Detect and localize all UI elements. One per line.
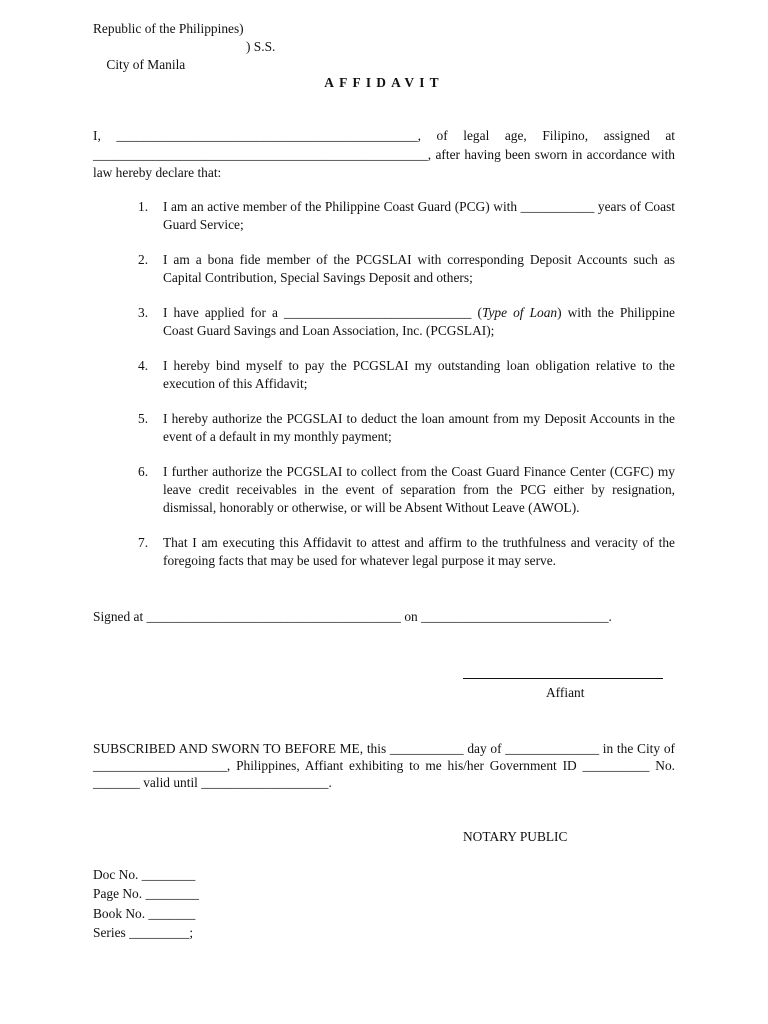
header-ss: ) S.S. bbox=[246, 39, 276, 54]
declaration-item-6 bbox=[93, 463, 675, 516]
item-number: 6. bbox=[138, 464, 149, 480]
declaration-item-3 bbox=[93, 304, 675, 340]
item-text: That I am executing this Affidavit to attest and affirm to the truthfulness and veracity of the foregoing facts that may be used for whatever legal purpose it may serve. bbox=[163, 535, 675, 569]
declaration-item-4 bbox=[93, 357, 675, 393]
doc-no: Doc No. ________ bbox=[93, 867, 196, 882]
item-number: 3. bbox=[138, 305, 149, 321]
item-number: 7. bbox=[138, 535, 149, 551]
declaration-item-7 bbox=[93, 534, 675, 570]
item-number: 1. bbox=[138, 199, 149, 214]
item-text-after: ) with the Philippine Coast Guard Savings and Loan Association, Inc. (PCGSLAI); bbox=[163, 305, 675, 338]
item-text: I am an active member of the Philippine Coast Guard (PCG) with ___________ years of Coast Guard Service; bbox=[163, 199, 675, 232]
declaration-item-1 bbox=[93, 198, 675, 234]
item-text: I am a bona fide member of the PCGSLAI with corresponding Deposit Accounts such as Capital Contribution, Special Savings Deposit and others; bbox=[163, 252, 675, 285]
declaration-list bbox=[93, 198, 675, 587]
item-text: I hereby authorize the PCGSLAI to deduct the loan amount from my Deposit Accounts in the event of a default in my monthly payment; bbox=[163, 411, 675, 445]
item-text-italic: Type of Loan bbox=[482, 305, 558, 321]
declaration-item-2 bbox=[93, 251, 675, 287]
book-no: Book No. _______ bbox=[93, 906, 196, 921]
item-number: 2. bbox=[138, 252, 149, 268]
item-text: I hereby bind myself to pay the PCGSLAI my outstanding loan obligation relative to the execution of this Affidavit; bbox=[163, 358, 675, 392]
series: Series _________; bbox=[93, 925, 194, 940]
header-city-label: City of Manila bbox=[106, 57, 186, 72]
header-republic: Republic of the Philippines) bbox=[93, 21, 244, 36]
intro-paragraph: I, _____________________________________________, of legal age, Filipino, assigned at __________________________________________________, after having been sworn in accordance with law hereby declare that: bbox=[93, 128, 675, 180]
item-number: 5. bbox=[138, 411, 149, 427]
notary-public-label: NOTARY PUBLIC bbox=[463, 829, 568, 844]
page-no: Page No. ________ bbox=[93, 886, 200, 901]
affiant-signature-line bbox=[463, 678, 663, 679]
sworn-paragraph: SUBSCRIBED AND SWORN TO BEFORE ME, this ___________ day of ______________ in the City of ____________________, Philippines, Affiant exhibiting to me his/her Government ID __________ No. _______ valid until ___________________. bbox=[93, 741, 675, 790]
declaration-item-5 bbox=[93, 410, 675, 446]
header-city bbox=[93, 38, 276, 110]
affiant-label: Affiant bbox=[546, 685, 585, 700]
item-number: 4. bbox=[138, 358, 149, 374]
signed-at-line: Signed at ______________________________________ on ____________________________. bbox=[93, 609, 612, 624]
document-title: AFFIDAVIT bbox=[324, 75, 444, 90]
item-text-before: I have applied for a ____________________________ ( bbox=[163, 305, 482, 321]
item-text: I further authorize the PCGSLAI to collect from the Coast Guard Finance Center (CGFC) my leave credit receivables in the event of separation from the PCG either by resignation, dismissal, honorably or otherwise, or will be Absent Without Leave (AWOL). bbox=[163, 464, 675, 516]
